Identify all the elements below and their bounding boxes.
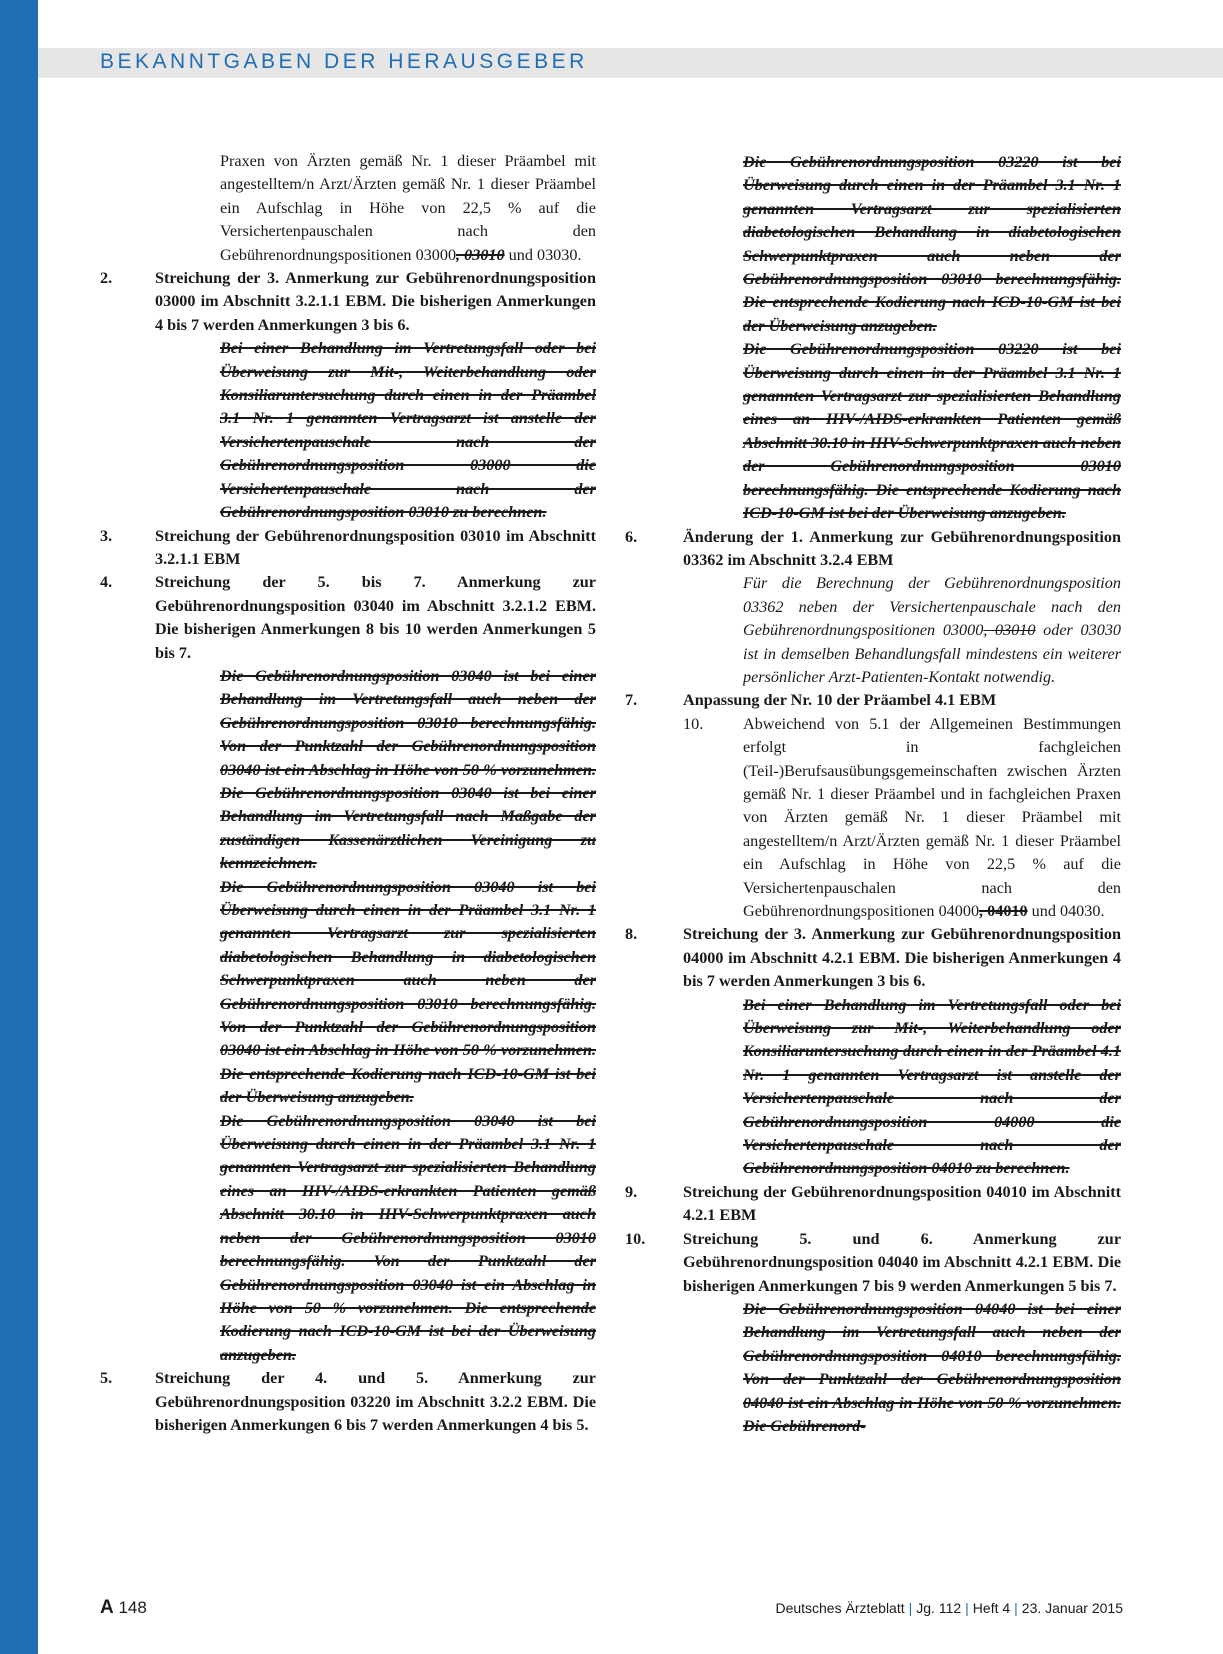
journal-citation — [775, 1600, 1123, 1616]
journal-volume: Jg. 112 — [916, 1600, 962, 1616]
item-number: 10. — [625, 1229, 646, 1248]
struck-annotation: Die Gebührenordnungsposition 03220 ist bei Überweisung durch einen in der Präambel 3.1 Nr. 1 genannten Vertragsarzt zur spezialisierten Behandlung eines an HIV-/AIDS-erkrankten Patienten gemäß Abschnitt 30.10 in HIV-Schwerpunktpraxen auch neben der Gebührenordnungsposition 03010 berechnungsfähig. Die entsprechende Kodierung nach ICD-10-GM ist bei der Überweisung anzugeben. — [743, 340, 1121, 523]
item-text: Streichung der 3. Anmerkung zur Gebührenordnungsposition 04000 im Abschnitt 4.2.1 EBM. Die bisherigen Anmerkungen 4 bis 7 werden Anmerkungen 3 bis 6. — [683, 925, 1121, 991]
item-number: 6. — [625, 527, 638, 546]
list-item-4 — [100, 571, 596, 665]
item-text: Anpassung der Nr. 10 der Präambel 4.1 EBM — [683, 691, 997, 710]
item-text: Änderung der 1. Anmerkung zur Gebührenordnungsposition 03362 im Abschnitt 3.2.4 EBM — [683, 527, 1121, 569]
intro-end-text: und 03030. — [504, 245, 582, 264]
intro-text: Praxen von Ärzten gemäß Nr. 1 dieser Präambel mit angestelltem/n Arzt/Ärzten gemäß Nr. 1 dieser Präambel ein Aufschlag in Höhe von 22,5 % auf die Versichertenpauschalen nach den Gebührenordnungspositionen 03000 — [220, 152, 596, 264]
intro-paragraph — [220, 150, 596, 267]
separator: | — [1014, 1600, 1018, 1616]
sub-item-number: 10. — [683, 714, 704, 733]
annotation-text: Für die Berechnung der Gebührenordnungsposition 03362 neben der Versichertenpauschale nach den Gebührenordnungspositionen 03000 — [743, 574, 1121, 640]
list-item-6 — [625, 526, 1121, 573]
list-item-3 — [100, 525, 596, 572]
struck-annotation: Bei einer Behandlung im Vertretungsfall oder bei Überweisung zur Mit-, Weiterbehandlung oder Konsiliaruntersuchung durch einen in der Präambel 4.1 Nr. 1 genannten Vertragsarzt ist anstelle der Versichertenpauschale nach der Gebührenordnungsposition 04000 die Versichertenpauschale nach der Gebührenordnungsposition 04010 zu berechnen. — [743, 995, 1121, 1178]
item-text: Streichung der 3. Anmerkung zur Gebührenordnungsposition 03000 im Abschnitt 3.2.1.1 EBM. Die bisherigen Anmerkungen 4 bis 7 werden Anmerkungen 3 bis 6. — [155, 269, 596, 334]
item-number: 2. — [100, 269, 113, 288]
intro-struck-text: , 03010 — [456, 245, 505, 264]
separator: | — [908, 1600, 913, 1616]
sub-item-struck-text: , 04010 — [979, 902, 1028, 920]
list-item-2 — [100, 267, 596, 337]
item-text: Streichung der 4. und 5. Anmerkung zur Gebührenordnungsposition 03220 im Abschnitt 3.2.2 EBM. Die bisherigen Anmerkungen 6 bis 7 werden Anmerkungen 4 bis 5. — [155, 1369, 596, 1434]
annotation-struck-text: , 03010 — [983, 621, 1036, 640]
right-column — [625, 151, 1121, 1438]
italic-annotation — [743, 572, 1121, 689]
list-item-10 — [625, 1228, 1121, 1298]
item-number: 7. — [625, 691, 638, 710]
sub-item-10 — [625, 713, 1121, 924]
struck-annotation: Die Gebührenordnungsposition 03220 ist bei Überweisung durch einen in der Präambel 3.1 Nr. 1 genannten Vertragsarzt zur spezialisierten diabetologischen Behandlung in diabetologischen Schwerpunktpraxen auch neben der Gebührenordnungsposition 03010 berechnungsfähig. Die entsprechende Kodierung nach ICD-10-GM ist bei der Überweisung anzugeben. — [743, 153, 1121, 335]
item-number: 5. — [100, 1369, 113, 1388]
item-text: Streichung der Gebührenordnungsposition 04010 im Abschnitt 4.2.1 EBM — [683, 1182, 1121, 1225]
struck-annotation: Bei einer Behandlung im Vertretungsfall oder bei Überweisung zur Mit-, Weiterbehandlung oder Konsiliaruntersuchung durch einen in der Präambel 3.1 Nr. 1 genannten Vertragsarzt ist anstelle der Versichertenpauschale nach der Gebührenordnungsposition 03000 die Versichertenpauschale nach der Gebührenordnungsposition 03010 zu berechnen. — [220, 339, 596, 522]
page-prefix: A — [100, 1597, 114, 1618]
page-number — [100, 1597, 147, 1619]
item-text: Streichung der Gebührenordnungsposition 03010 im Abschnitt 3.2.1.1 EBM — [155, 526, 596, 568]
list-item-5 — [100, 1367, 596, 1437]
struck-annotation: Die Gebührenordnungsposition 03040 ist bei einer Behandlung im Vertretungsfall auch neben der Gebührenordnungsposition 03010 berechnungsfähig. Von der Punktzahl der Gebührenordnungsposition 03040 ist ein Abschlag in Höhe von 50 % vorzunehmen. Die Gebührenordnungsposition 03040 ist bei einer Behandlung im Vertretungsfall nach Maßgabe der zuständigen Kassenärztlichen Vereinigung zu kennzeichnen. — [220, 666, 596, 873]
annotation-end-text: oder 03030 ist in demselben Behandlungsfall mindestens ein weiterer persönlicher Arzt-Patienten-Kontakt notwendig. — [743, 621, 1122, 686]
struck-annotation: Die Gebührenordnungsposition 03040 ist bei Überweisung durch einen in der Präambel 3.1 Nr. 1 genannten Vertragsarzt zur spezialisierten Behandlung eines an HIV-/AIDS-erkrankten Patienten gemäß Abschnitt 30.10 in HIV-Schwerpunktpraxen auch neben der Gebührenordnungsposition 03010 berechnungsfähig. Von der Punktzahl der Gebührenordnungsposition 03040 ist ein Abschlag in Höhe von 50 % vorzunehmen. Die entsprechende Kodierung nach ICD-10-GM ist bei der Überweisung anzugeben. — [220, 1111, 596, 1364]
sub-item-end-text: und 04030. — [1027, 902, 1105, 920]
page-number-value: 148 — [118, 1598, 147, 1617]
item-number: 8. — [625, 925, 638, 944]
struck-annotation: Die Gebührenordnungsposition 03040 ist bei Überweisung durch einen in der Präambel 3.1 Nr. 1 genannten Vertragsarzt zur spezialisierten diabetologischen Behandlung in diabetologischen Schwerpunktpraxen auch neben der Gebührenordnungsposition 03010 berechnungsfähig. Von der Punktzahl der Gebührenordnungsposition 03040 ist ein Abschlag in Höhe von 50 % vorzunehmen. Die entsprechende Kodierung nach ICD-10-GM ist bei der Überweisung anzugeben. — [220, 877, 596, 1107]
item-number: 4. — [100, 573, 113, 592]
journal-name: Deutsches Ärzteblatt — [775, 1600, 905, 1616]
item-number: 3. — [100, 526, 113, 545]
item-text: Streichung der 5. bis 7. Anmerkung zur Gebührenordnungsposition 03040 im Abschnitt 3.2.1.2 EBM. Die bisherigen Anmerkungen 8 bis 10 werden Anmerkungen 5 bis 7. — [155, 573, 596, 662]
item-number: 9. — [625, 1182, 638, 1201]
list-item-8 — [625, 923, 1121, 993]
item-text: Streichung 5. und 6. Anmerkung zur Gebührenordnungsposition 04040 im Abschnitt 4.2.1 EBM. Die bisherigen Anmerkungen 7 bis 9 werden Anmerkungen 5 bis 7. — [683, 1229, 1121, 1295]
sub-item-text: Abweichend von 5.1 der Allgemeinen Bestimmungen erfolgt in fachgleichen (Teil-)Berufsausübungsgemeinschaften zwischen Ärzten gemäß Nr. 1 dieser Präambel und in fachgleichen Praxen von Ärzten gemäß Nr. 1 dieser Präambel mit angestelltem/n Arzt/Ärzten gemäß Nr. 1 dieser Präambel ein Aufschlag in Höhe von 22,5 % auf die Versichertenpauschalen nach den Gebührenordnungspositionen 04000 — [743, 714, 1121, 920]
struck-annotation: Die Gebührenordnungsposition 04040 ist bei einer Behandlung im Vertretungsfall auch neben der Gebührenordnungsposition 04010 berechnungsfähig. Von der Punktzahl der Gebührenordnungsposition 04040 ist ein Abschlag in Höhe von 50 % vorzunehmen. Die Gebührenord- — [743, 1299, 1121, 1435]
list-item-7 — [625, 689, 1121, 712]
list-item-9 — [625, 1181, 1121, 1228]
journal-issue: Heft 4 — [972, 1600, 1011, 1616]
sidebar-accent-bar — [0, 0, 38, 1654]
journal-date: 23. Januar 2015 — [1021, 1600, 1123, 1616]
left-column — [100, 150, 596, 1437]
section-title: BEKANNTGABEN DER HERAUSGEBER — [100, 50, 588, 73]
separator: | — [965, 1600, 969, 1616]
